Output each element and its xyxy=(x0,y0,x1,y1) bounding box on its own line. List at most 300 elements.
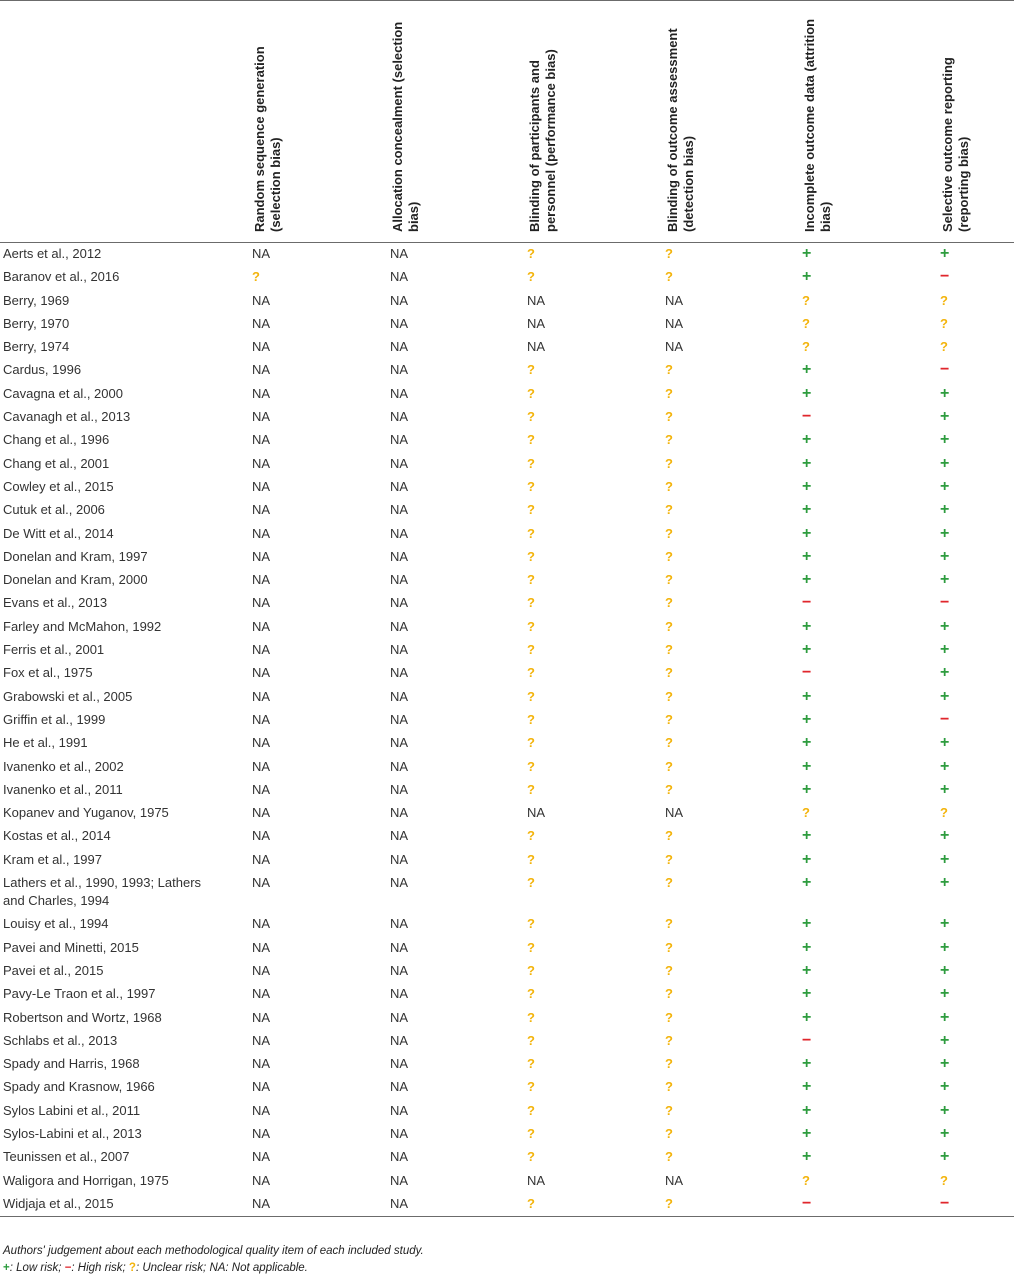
risk-na-mark: NA xyxy=(252,618,271,634)
selective-reporting-cell xyxy=(936,1076,1014,1099)
study-name: Sylos-Labini et al., 2013 xyxy=(3,1125,142,1141)
risk-unclear-mark: ? xyxy=(527,1102,535,1118)
incomplete-outcome-cell xyxy=(798,1030,936,1053)
blinding-participants-cell xyxy=(523,1030,661,1053)
risk-na-mark: NA xyxy=(665,339,684,355)
risk-low-mark: + xyxy=(802,780,812,798)
risk-low-mark: + xyxy=(802,571,812,589)
risk-na-mark: NA xyxy=(252,339,271,355)
header-incomplete-outcome-label: Incomplete outcome data (attrition bias) xyxy=(802,18,833,232)
risk-low-mark: + xyxy=(940,874,950,892)
header-study-blank xyxy=(0,1,248,243)
study-name: Fox et al., 1975 xyxy=(3,665,93,681)
table-row xyxy=(0,1170,1014,1193)
incomplete-outcome-cell xyxy=(798,359,936,382)
risk-high-mark: − xyxy=(802,664,812,682)
blinding-outcome-cell xyxy=(661,960,798,983)
risk-na-mark: NA xyxy=(527,339,546,355)
table-row xyxy=(0,616,1014,639)
risk-low-mark: + xyxy=(802,734,812,752)
table-row xyxy=(0,1076,1014,1099)
random-sequence-cell xyxy=(248,336,386,359)
blinding-participants-cell xyxy=(523,913,661,936)
risk-unclear-mark: ? xyxy=(527,385,535,401)
allocation-cell xyxy=(386,756,523,779)
blinding-participants-cell xyxy=(523,802,661,825)
incomplete-outcome-cell xyxy=(798,290,936,313)
random-sequence-cell xyxy=(248,913,386,936)
selective-reporting-cell xyxy=(936,476,1014,499)
study-name: Spady and Harris, 1968 xyxy=(3,1056,140,1072)
selective-reporting-cell xyxy=(936,639,1014,662)
risk-na-mark: NA xyxy=(390,572,409,588)
selective-reporting-cell xyxy=(936,336,1014,359)
risk-low-mark: + xyxy=(802,477,812,495)
allocation-cell xyxy=(386,359,523,382)
incomplete-outcome-cell xyxy=(798,1007,936,1030)
study-name: Berry, 1974 xyxy=(3,339,70,355)
blinding-participants-cell xyxy=(523,779,661,802)
blinding-participants-cell xyxy=(523,476,661,499)
allocation-cell xyxy=(386,983,523,1006)
header-blinding-outcome xyxy=(661,1,798,243)
risk-na-mark: NA xyxy=(390,269,409,285)
table-row xyxy=(0,1100,1014,1123)
random-sequence-cell xyxy=(248,429,386,452)
table-row xyxy=(0,709,1014,732)
study-name: Grabowski et al., 2005 xyxy=(3,688,133,704)
risk-unclear-mark: ? xyxy=(665,432,673,448)
risk-low-mark: + xyxy=(802,1101,812,1119)
risk-na-mark: NA xyxy=(390,385,409,401)
risk-low-mark: + xyxy=(802,431,812,449)
random-sequence-cell xyxy=(248,937,386,960)
table-row xyxy=(0,383,1014,406)
random-sequence-cell xyxy=(248,592,386,615)
random-sequence-cell xyxy=(248,732,386,755)
risk-na-mark: NA xyxy=(252,1172,271,1188)
random-sequence-cell xyxy=(248,1030,386,1053)
risk-unclear-mark: ? xyxy=(527,735,535,751)
random-sequence-cell xyxy=(248,872,386,913)
study-name: Chang et al., 2001 xyxy=(3,455,110,471)
study-name: Pavei and Minetti, 2015 xyxy=(3,939,139,955)
risk-na-mark: NA xyxy=(252,1149,271,1165)
random-sequence-cell xyxy=(248,983,386,1006)
study-name: Ferris et al., 2001 xyxy=(3,642,105,658)
table-row xyxy=(0,983,1014,1006)
allocation-cell xyxy=(386,662,523,685)
allocation-cell xyxy=(386,1123,523,1146)
risk-na-mark: NA xyxy=(390,1195,409,1211)
random-sequence-cell xyxy=(248,1146,386,1169)
risk-unclear-mark: ? xyxy=(665,642,673,658)
risk-na-mark: NA xyxy=(390,758,409,774)
risk-na-mark: NA xyxy=(390,916,409,932)
risk-na-mark: NA xyxy=(390,1125,409,1141)
table-row xyxy=(0,913,1014,936)
risk-low-mark: + xyxy=(940,664,950,682)
table-row xyxy=(0,336,1014,359)
study-name: Kostas et al., 2014 xyxy=(3,828,111,844)
random-sequence-cell xyxy=(248,313,386,336)
allocation-cell xyxy=(386,1007,523,1030)
risk-na-mark: NA xyxy=(390,525,409,541)
legend-high-symbol: − xyxy=(64,1262,72,1274)
risk-unclear-mark: ? xyxy=(527,875,535,891)
table-row xyxy=(0,1030,1014,1053)
header-row xyxy=(0,1,1014,243)
risk-low-mark: + xyxy=(802,501,812,519)
blinding-outcome-cell xyxy=(661,243,798,267)
risk-low-mark: + xyxy=(940,961,950,979)
blinding-outcome-cell xyxy=(661,592,798,615)
header-blinding-outcome-label: Blinding of outcome assessment (detection bias) xyxy=(665,28,696,232)
blinding-outcome-cell xyxy=(661,779,798,802)
legend-low-text: : Low risk; xyxy=(9,1262,65,1274)
random-sequence-cell xyxy=(248,453,386,476)
risk-unclear-mark: ? xyxy=(665,939,673,955)
allocation-cell xyxy=(386,913,523,936)
allocation-cell xyxy=(386,732,523,755)
risk-unclear-mark: ? xyxy=(527,455,535,471)
risk-unclear-mark: ? xyxy=(665,1195,673,1211)
risk-na-mark: NA xyxy=(665,1172,684,1188)
study-name: Lathers et al., 1990, 1993; Lathers and Charles, 1994 xyxy=(3,875,202,909)
incomplete-outcome-cell xyxy=(798,592,936,615)
incomplete-outcome-cell xyxy=(798,336,936,359)
risk-na-mark: NA xyxy=(665,315,684,331)
selective-reporting-cell xyxy=(936,616,1014,639)
risk-unclear-mark: ? xyxy=(527,1125,535,1141)
blinding-outcome-cell xyxy=(661,383,798,406)
incomplete-outcome-cell xyxy=(798,1076,936,1099)
header-incomplete-outcome xyxy=(798,1,936,243)
study-name: Evans et al., 2013 xyxy=(3,595,108,611)
random-sequence-cell xyxy=(248,359,386,382)
risk-unclear-mark: ? xyxy=(527,828,535,844)
incomplete-outcome-cell xyxy=(798,383,936,406)
risk-na-mark: NA xyxy=(390,432,409,448)
risk-unclear-mark: ? xyxy=(527,548,535,564)
risk-na-mark: NA xyxy=(252,642,271,658)
incomplete-outcome-cell xyxy=(798,313,936,336)
incomplete-outcome-cell xyxy=(798,499,936,522)
allocation-cell xyxy=(386,872,523,913)
blinding-participants-cell xyxy=(523,266,661,289)
risk-na-mark: NA xyxy=(527,315,546,331)
table-row xyxy=(0,639,1014,662)
allocation-cell xyxy=(386,336,523,359)
incomplete-outcome-cell xyxy=(798,476,936,499)
risk-high-mark: − xyxy=(940,710,950,728)
risk-low-mark: + xyxy=(802,915,812,933)
table-row xyxy=(0,313,1014,336)
blinding-outcome-cell xyxy=(661,336,798,359)
incomplete-outcome-cell xyxy=(798,1100,936,1123)
selective-reporting-cell xyxy=(936,1007,1014,1030)
blinding-outcome-cell xyxy=(661,849,798,872)
table-row xyxy=(0,523,1014,546)
risk-na-mark: NA xyxy=(252,1125,271,1141)
allocation-cell xyxy=(386,1076,523,1099)
blinding-outcome-cell xyxy=(661,569,798,592)
risk-unclear-mark: ? xyxy=(802,805,810,821)
allocation-cell xyxy=(386,546,523,569)
blinding-participants-cell xyxy=(523,825,661,848)
risk-low-mark: + xyxy=(940,454,950,472)
risk-na-mark: NA xyxy=(390,875,409,891)
study-name: Spady and Krasnow, 1966 xyxy=(3,1079,155,1095)
allocation-cell xyxy=(386,429,523,452)
risk-unclear-mark: ? xyxy=(527,642,535,658)
allocation-cell xyxy=(386,1170,523,1193)
risk-na-mark: NA xyxy=(390,781,409,797)
risk-high-mark: − xyxy=(940,361,950,379)
risk-unclear-mark: ? xyxy=(527,1056,535,1072)
risk-na-mark: NA xyxy=(252,962,271,978)
selective-reporting-cell xyxy=(936,1053,1014,1076)
selective-reporting-cell xyxy=(936,359,1014,382)
risk-unclear-mark: ? xyxy=(665,1032,673,1048)
risk-unclear-mark: ? xyxy=(527,781,535,797)
risk-low-mark: + xyxy=(802,687,812,705)
risk-low-mark: + xyxy=(940,384,950,402)
selective-reporting-cell xyxy=(936,383,1014,406)
risk-low-mark: + xyxy=(802,1078,812,1096)
risk-na-mark: NA xyxy=(252,828,271,844)
blinding-outcome-cell xyxy=(661,686,798,709)
risk-na-mark: NA xyxy=(390,828,409,844)
risk-na-mark: NA xyxy=(390,642,409,658)
risk-na-mark: NA xyxy=(390,502,409,518)
random-sequence-cell xyxy=(248,383,386,406)
incomplete-outcome-cell xyxy=(798,546,936,569)
risk-na-mark: NA xyxy=(252,939,271,955)
header-selective-reporting xyxy=(936,1,1014,243)
blinding-participants-cell xyxy=(523,1100,661,1123)
selective-reporting-cell xyxy=(936,983,1014,1006)
footnote-line-1: Authors' judgement about each methodological quality item of each included study. xyxy=(3,1245,424,1257)
incomplete-outcome-cell xyxy=(798,453,936,476)
risk-low-mark: + xyxy=(802,874,812,892)
selective-reporting-cell xyxy=(936,499,1014,522)
selective-reporting-cell xyxy=(936,523,1014,546)
blinding-outcome-cell xyxy=(661,1030,798,1053)
selective-reporting-cell xyxy=(936,1193,1014,1217)
blinding-participants-cell xyxy=(523,983,661,1006)
risk-na-mark: NA xyxy=(252,1195,271,1211)
risk-unclear-mark: ? xyxy=(665,916,673,932)
random-sequence-cell xyxy=(248,569,386,592)
blinding-outcome-cell xyxy=(661,1100,798,1123)
risk-unclear-mark: ? xyxy=(527,1195,535,1211)
blinding-outcome-cell xyxy=(661,453,798,476)
footnote-legend xyxy=(3,1260,1011,1277)
allocation-cell xyxy=(386,243,523,267)
blinding-participants-cell xyxy=(523,960,661,983)
selective-reporting-cell xyxy=(936,1123,1014,1146)
risk-na-mark: NA xyxy=(252,572,271,588)
random-sequence-cell xyxy=(248,1076,386,1099)
risk-unclear-mark: ? xyxy=(665,455,673,471)
blinding-participants-cell xyxy=(523,336,661,359)
risk-unclear-mark: ? xyxy=(665,781,673,797)
study-name: Ivanenko et al., 2011 xyxy=(3,781,123,797)
blinding-participants-cell xyxy=(523,937,661,960)
random-sequence-cell xyxy=(248,1100,386,1123)
study-name: De Witt et al., 2014 xyxy=(3,525,114,541)
study-name: Cavagna et al., 2000 xyxy=(3,385,123,401)
incomplete-outcome-cell xyxy=(798,523,936,546)
risk-na-mark: NA xyxy=(390,735,409,751)
table-row xyxy=(0,592,1014,615)
risk-low-mark: + xyxy=(940,1101,950,1119)
incomplete-outcome-cell xyxy=(798,756,936,779)
risk-na-mark: NA xyxy=(252,1102,271,1118)
study-name: Pavy-Le Traon et al., 1997 xyxy=(3,986,156,1002)
risk-unclear-mark: ? xyxy=(940,292,948,308)
allocation-cell xyxy=(386,1193,523,1217)
allocation-cell xyxy=(386,499,523,522)
risk-unclear-mark: ? xyxy=(665,1149,673,1165)
risk-low-mark: + xyxy=(802,985,812,1003)
selective-reporting-cell xyxy=(936,453,1014,476)
risk-na-mark: NA xyxy=(390,1056,409,1072)
risk-low-mark: + xyxy=(802,757,812,775)
table-row xyxy=(0,937,1014,960)
blinding-participants-cell xyxy=(523,523,661,546)
risk-na-mark: NA xyxy=(390,1102,409,1118)
risk-na-mark: NA xyxy=(390,1009,409,1025)
random-sequence-cell xyxy=(248,476,386,499)
risk-na-mark: NA xyxy=(252,735,271,751)
random-sequence-cell xyxy=(248,802,386,825)
random-sequence-cell xyxy=(248,1123,386,1146)
random-sequence-cell xyxy=(248,243,386,267)
risk-na-mark: NA xyxy=(252,711,271,727)
table-row xyxy=(0,243,1014,267)
risk-unclear-mark: ? xyxy=(527,618,535,634)
risk-unclear-mark: ? xyxy=(665,711,673,727)
risk-unclear-mark: ? xyxy=(527,525,535,541)
blinding-participants-cell xyxy=(523,756,661,779)
risk-unclear-mark: ? xyxy=(940,1172,948,1188)
risk-unclear-mark: ? xyxy=(665,409,673,425)
table-row xyxy=(0,453,1014,476)
blinding-participants-cell xyxy=(523,1053,661,1076)
study-name: Schlabs et al., 2013 xyxy=(3,1032,118,1048)
blinding-outcome-cell xyxy=(661,913,798,936)
random-sequence-cell xyxy=(248,523,386,546)
risk-low-mark: + xyxy=(940,850,950,868)
risk-na-mark: NA xyxy=(252,986,271,1002)
blinding-participants-cell xyxy=(523,1193,661,1217)
study-name: Chang et al., 1996 xyxy=(3,432,110,448)
risk-low-mark: + xyxy=(802,1008,812,1026)
risk-high-mark: − xyxy=(802,1194,812,1212)
blinding-outcome-cell xyxy=(661,639,798,662)
risk-na-mark: NA xyxy=(252,665,271,681)
table-row xyxy=(0,406,1014,429)
risk-unclear-mark: ? xyxy=(665,385,673,401)
allocation-cell xyxy=(386,313,523,336)
table-row xyxy=(0,872,1014,913)
legend-low-symbol: + xyxy=(3,1262,10,1274)
risk-unclear-mark: ? xyxy=(527,572,535,588)
incomplete-outcome-cell xyxy=(798,1193,936,1217)
risk-na-mark: NA xyxy=(390,292,409,308)
risk-na-mark: NA xyxy=(252,548,271,564)
allocation-cell xyxy=(386,849,523,872)
incomplete-outcome-cell xyxy=(798,732,936,755)
random-sequence-cell xyxy=(248,1053,386,1076)
blinding-participants-cell xyxy=(523,686,661,709)
risk-na-mark: NA xyxy=(252,409,271,425)
selective-reporting-cell xyxy=(936,756,1014,779)
risk-unclear-mark: ? xyxy=(802,315,810,331)
table-row xyxy=(0,546,1014,569)
blinding-participants-cell xyxy=(523,1007,661,1030)
risk-unclear-mark: ? xyxy=(527,409,535,425)
selective-reporting-cell xyxy=(936,686,1014,709)
risk-low-mark: + xyxy=(940,477,950,495)
risk-unclear-mark: ? xyxy=(665,735,673,751)
risk-unclear-mark: ? xyxy=(665,851,673,867)
blinding-participants-cell xyxy=(523,1123,661,1146)
blinding-participants-cell xyxy=(523,243,661,267)
header-allocation-label: Allocation concealment (selection bias) xyxy=(390,21,421,232)
risk-high-mark: − xyxy=(802,408,812,426)
risk-low-mark: + xyxy=(940,1078,950,1096)
incomplete-outcome-cell xyxy=(798,1053,936,1076)
risk-na-mark: NA xyxy=(252,781,271,797)
header-blinding-participants-label: Blinding of participants and personnel (performance bias) xyxy=(527,49,558,232)
risk-na-mark: NA xyxy=(390,1172,409,1188)
selective-reporting-cell xyxy=(936,825,1014,848)
risk-low-mark: + xyxy=(940,827,950,845)
risk-na-mark: NA xyxy=(252,432,271,448)
selective-reporting-cell xyxy=(936,429,1014,452)
risk-na-mark: NA xyxy=(390,805,409,821)
table-row xyxy=(0,266,1014,289)
risk-unclear-mark: ? xyxy=(665,1009,673,1025)
risk-na-mark: NA xyxy=(527,805,546,821)
selective-reporting-cell xyxy=(936,546,1014,569)
risk-low-mark: + xyxy=(940,617,950,635)
selective-reporting-cell xyxy=(936,732,1014,755)
risk-na-mark: NA xyxy=(252,1032,271,1048)
blinding-participants-cell xyxy=(523,569,661,592)
blinding-outcome-cell xyxy=(661,709,798,732)
header-allocation xyxy=(386,1,523,243)
risk-unclear-mark: ? xyxy=(940,315,948,331)
risk-unclear-mark: ? xyxy=(665,618,673,634)
study-name: Donelan and Kram, 2000 xyxy=(3,572,148,588)
risk-unclear-mark: ? xyxy=(665,525,673,541)
risk-unclear-mark: ? xyxy=(665,548,673,564)
risk-low-mark: + xyxy=(940,1124,950,1142)
risk-unclear-mark: ? xyxy=(527,916,535,932)
risk-na-mark: NA xyxy=(252,525,271,541)
table-body xyxy=(0,243,1014,1217)
study-name: Robertson and Wortz, 1968 xyxy=(3,1009,162,1025)
incomplete-outcome-cell xyxy=(798,406,936,429)
blinding-outcome-cell xyxy=(661,1170,798,1193)
selective-reporting-cell xyxy=(936,313,1014,336)
table-row xyxy=(0,960,1014,983)
selective-reporting-cell xyxy=(936,406,1014,429)
